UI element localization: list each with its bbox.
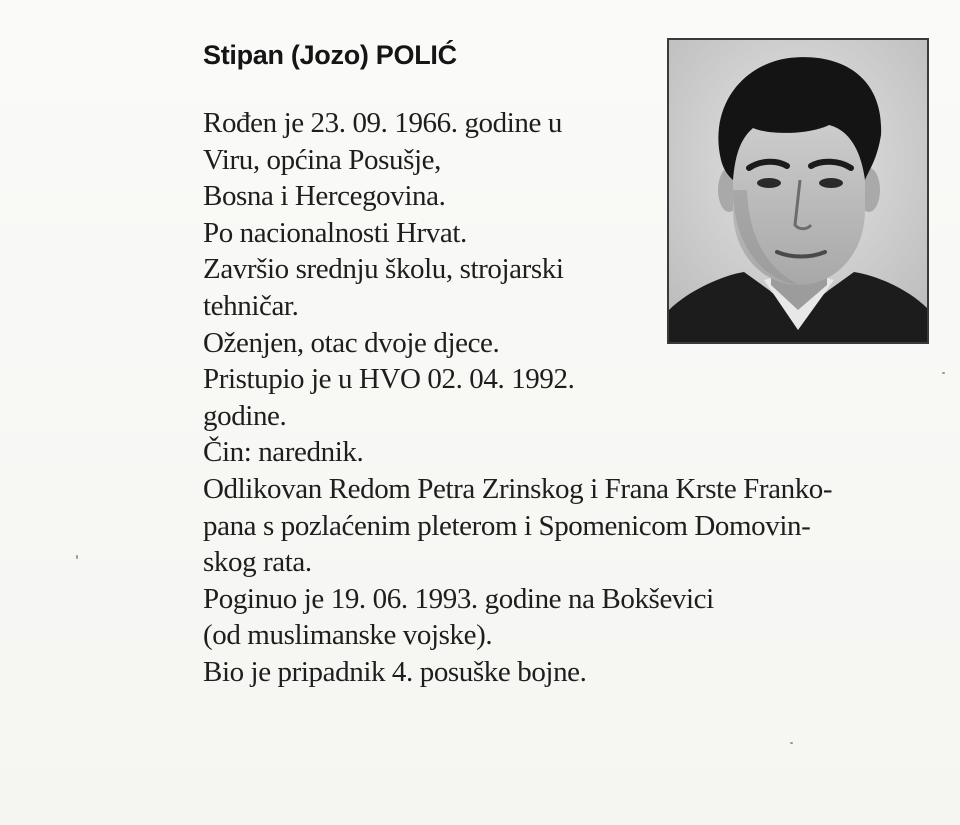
bio-line: Odlikovan Redom Petra Zrinskog i Frana Krste Franko- — [203, 472, 833, 505]
scan-speck — [76, 555, 78, 559]
bio-line: godine. — [203, 399, 287, 432]
biography-text — [203, 105, 933, 691]
bio-line: Pristupio je u HVO 02. 04. 1992. — [203, 363, 575, 396]
bio-line: Poginuo je 19. 06. 1993. godine na Bokševici — [203, 582, 714, 615]
bio-line: pana s pozlaćenim pleterom i Spomenicom Domovin- — [203, 509, 811, 542]
bio-line: Bio je pripadnik 4. posuške bojne. — [203, 655, 587, 688]
bio-line: Viru, općina Posušje, — [203, 143, 441, 176]
bio-line: Završio srednju školu, strojarski — [203, 253, 564, 286]
bio-line: Bosna i Hercegovina. — [203, 180, 446, 213]
bio-line: tehničar. — [203, 289, 299, 322]
bio-line: Rođen je 23. 09. 1966. godine u — [203, 107, 562, 139]
bio-line: (od muslimanske vojske). — [203, 619, 493, 652]
bio-line: Čin: narednik. — [203, 436, 364, 469]
bio-line: Oženjen, otac dvoje djece. — [203, 326, 500, 359]
scan-speck — [942, 372, 945, 374]
bio-line: skog rata. — [203, 546, 312, 579]
bio-line: Po nacionalnosti Hrvat. — [203, 216, 467, 249]
scan-speck — [790, 742, 793, 744]
person-name-heading: Stipan (Jozo) POLIĆ — [203, 40, 457, 70]
